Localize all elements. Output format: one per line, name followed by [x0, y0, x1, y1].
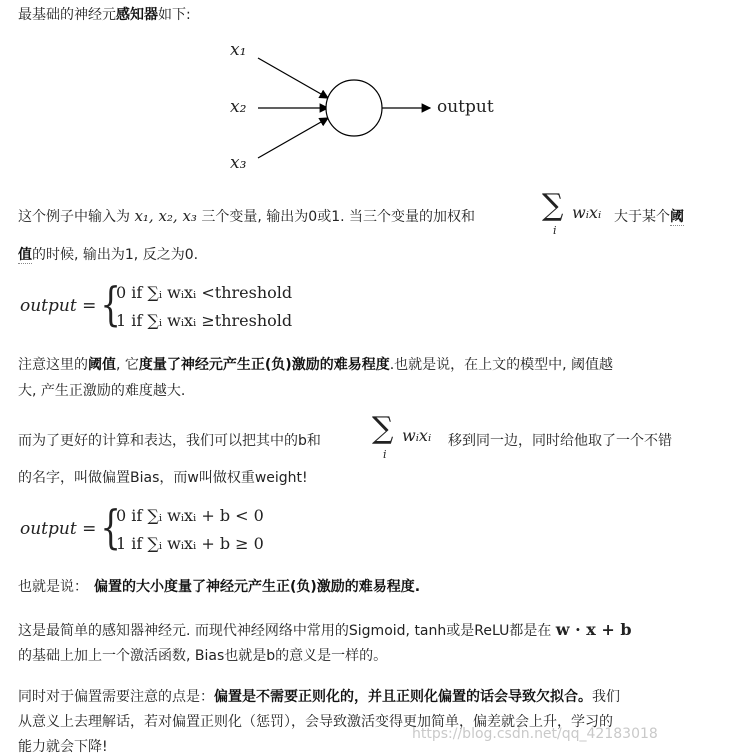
sum-term-1: wᵢxᵢ: [572, 203, 602, 222]
para1-text-d: 的时候, 输出为1, 反之为0.: [32, 247, 199, 263]
formula2-row1: 0 if ∑ᵢ wᵢxᵢ + b < 0: [116, 506, 264, 525]
input-label-1: x₁: [230, 40, 247, 60]
para2-bold-1: 阈值: [88, 357, 116, 373]
sum-term-2: wᵢxᵢ: [402, 426, 432, 445]
output-label: output: [437, 97, 494, 117]
para6-line3: 能力就会下降!: [18, 739, 108, 755]
para2-text-c: .也就是说，在上文的模型中, 阈值越: [389, 357, 614, 373]
sum-symbol-1: ∑: [542, 188, 564, 223]
para5-text-a: 这是最简单的感知器神经元. 而现代神经网络中常用的Sigmoid, tanh或是ReLU都是在: [18, 623, 552, 639]
formula1-row1: 0 if ∑ᵢ wᵢxᵢ <threshold: [116, 283, 293, 302]
para6-line2: 从意义上去理解话，若对偏置正则化（惩罚），会导致激活变得更加简单，偏差就会上升，学习的: [18, 714, 613, 730]
formula2-lhs: output =: [20, 519, 97, 539]
sum-index-1: i: [553, 224, 557, 237]
para2-line2: 大, 产生正激励的难度越大.: [18, 383, 186, 399]
formula2-row2: 1 if ∑ᵢ wᵢxᵢ + b ≥ 0: [116, 534, 264, 553]
input-arrow-3: [258, 118, 328, 158]
input-label-2: x₂: [230, 97, 247, 117]
para6-line1: [18, 686, 620, 706]
intro-prefix: 最基础的神经元: [18, 7, 116, 23]
formula1-brace: {: [100, 277, 121, 331]
para1-text-b: 三个变量, 输出为0或1. 当三个变量的加权和: [201, 209, 476, 225]
sum-symbol-2: ∑: [372, 411, 394, 446]
para4-text-a: 也就是说：: [18, 579, 88, 595]
para2-text-b: , 它: [116, 357, 139, 373]
para1-text-a: 这个例子中输入为: [18, 209, 130, 225]
input-label-3: x₃: [230, 153, 247, 173]
para4-bold: 偏置的大小度量了神经元产生正(负)激励的难易程度.: [94, 579, 421, 595]
para6-text-b: 我们: [592, 689, 620, 705]
para1-line1: [18, 206, 475, 226]
formula1-row2: 1 if ∑ᵢ wᵢxᵢ ≥threshold: [116, 311, 293, 330]
intro-suffix: 如下:: [158, 7, 191, 23]
para2-bold-2: 度量了神经元产生正(负)激励的难易程度: [138, 357, 390, 373]
para1-vars: x₁, x₂, x₃: [134, 207, 197, 225]
para5-line2: 的基础上加上一个激活函数, Bias也就是b的意义是一样的。: [18, 648, 388, 664]
para1-text-c: 大于某个: [614, 209, 670, 225]
para1-bold-2: 值: [18, 247, 32, 263]
para1-line2: [18, 244, 198, 264]
para3-line1b: 移到同一边，同时给他取了一个不错: [448, 433, 672, 449]
input-arrow-1: [258, 58, 328, 98]
para4-line: [18, 576, 420, 596]
para2-line1: [18, 354, 613, 374]
formula1-lhs: output =: [20, 296, 97, 316]
neuron-node: [326, 80, 382, 136]
para3-line2: 的名字，叫做偏置Bias，而w叫做权重weight!: [18, 470, 308, 486]
para1-bold-1: 阈: [670, 209, 684, 225]
sum-index-2: i: [383, 448, 387, 461]
formula2-brace: {: [100, 500, 121, 554]
para5-math: w · x + b: [555, 620, 632, 639]
para1-tail: [614, 206, 684, 226]
intro-bold: 感知器: [116, 7, 158, 23]
para6-text-a: 同时对于偏置需要注意的点是：: [18, 689, 214, 705]
para5-line1: [18, 620, 632, 640]
perceptron-diagram: [0, 0, 749, 190]
para3-line1a: 而为了更好的计算和表达，我们可以把其中的b和: [18, 433, 321, 449]
watermark: https://blog.csdn.net/qq_42183018: [412, 726, 658, 742]
para2-text-a: 注意这里的: [18, 357, 88, 373]
para6-bold: 偏置是不需要正则化的，并且正则化偏置的话会导致欠拟合。: [214, 689, 592, 705]
